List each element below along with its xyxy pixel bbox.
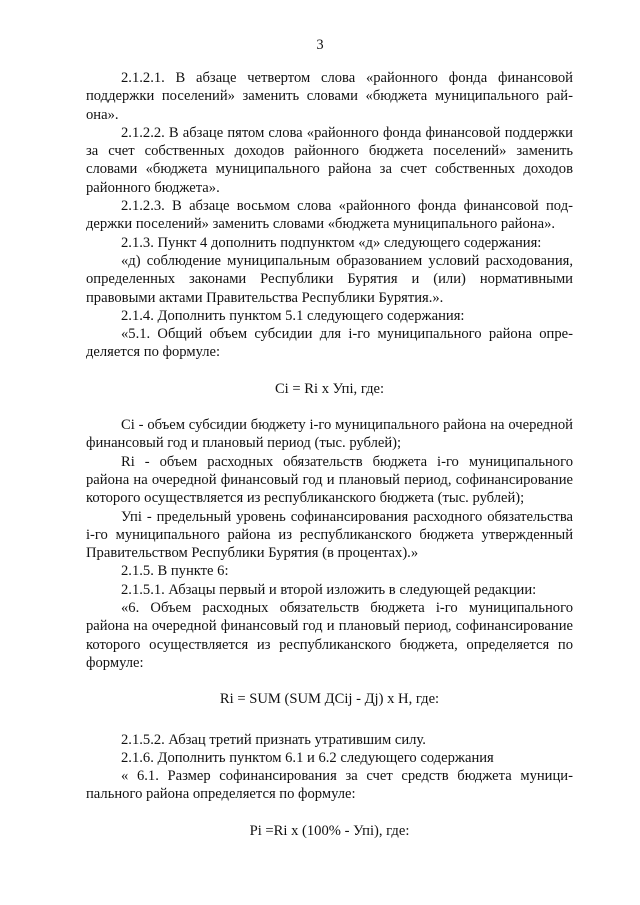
formula-ci: Ci = Ri х Упi, где: (274, 380, 385, 397)
definition-upi: Упi - предельный уровень софинансирования расходного обязательства i-го муниципального района из республиканского бюджета утвержденный Правительством Республики Бурятия (в процентах).» (86, 508, 573, 562)
paragraph-2-1-3: 2.1.3. Пункт 4 дополнить подпунктом «д» следующего содержания: (121, 234, 542, 251)
paragraph-2-1-5-1: 2.1.5.1. Абзацы первый и второй изложить в следующей редакции: (121, 581, 537, 598)
formula-ri: Ri = SUM (SUM ДСij - Дj) х Н, где: (219, 691, 440, 708)
paragraph-5-1: «5.1. Общий объем субсидии для i-го муниципального района определяется по формуле: (86, 326, 573, 361)
paragraph-6: «6. Объем расходных обязательств бюджета i-го муниципального района на очередной финансовый год и плановый период, софинансирование которого осуществляется из республиканского бюджета, определяется по формуле: (86, 600, 573, 671)
paragraph-subitem-d: «д) соблюдение муниципальным образованием условий расходования, определенных законами Республики Бурятия и (или) нормативными правовыми актами Правительства Республики Бурятия.». (86, 252, 573, 306)
paragraph-2-1-4: 2.1.4. Дополнить пунктом 5.1 следующего содержания: (121, 307, 465, 324)
document-body (86, 69, 573, 840)
paragraph-2-1-6: 2.1.6. Дополнить пунктом 6.1 и 6.2 следующего содержания (121, 749, 494, 766)
formula-pi: Pi =Ri х (100% - Упi), где: (249, 822, 410, 839)
definition-ri: Ri - объем расходных обязательств бюджета i-го муниципального района на очередной финансовый год и плановый период, софинансирование которого осуществляется из республиканского бюджета (тыс. рублей); (86, 453, 573, 507)
definition-ci: Ci - объем субсидии бюджету i-го муниципального района на очередной финансовый год и плановый период (тыс. рублей); (86, 417, 573, 452)
paragraph-2-1-5-2: 2.1.5.2. Абзац третий признать утратившим силу. (121, 731, 426, 748)
paragraph-2-1-2-1: 2.1.2.1. В абзаце четвертом слова «районного фонда финансовой поддержки поселений» заменить словами «бюджета муниципального района». (86, 70, 573, 123)
paragraph-2-1-2-3: 2.1.2.3. В абзаце восьмом слова «районного фонда финансовой поддержки поселений» заменить словами «бюджета муниципального района». (86, 198, 573, 233)
page-number: 3 (316, 37, 324, 53)
paragraph-2-1-5: 2.1.5. В пункте 6: (121, 563, 229, 580)
paragraph-2-1-2-2: 2.1.2.2. В абзаце пятом слова «районного фонда финансовой поддержки за счет собственных доходов районного бюджета поселений» заменить словами «бюджета муниципального района за счет собственных доходов районного бюджета». (86, 124, 573, 196)
paragraph-6-1: « 6.1. Размер софинансирования за счет средств бюджета муниципального района определяется по формуле: (86, 768, 573, 803)
